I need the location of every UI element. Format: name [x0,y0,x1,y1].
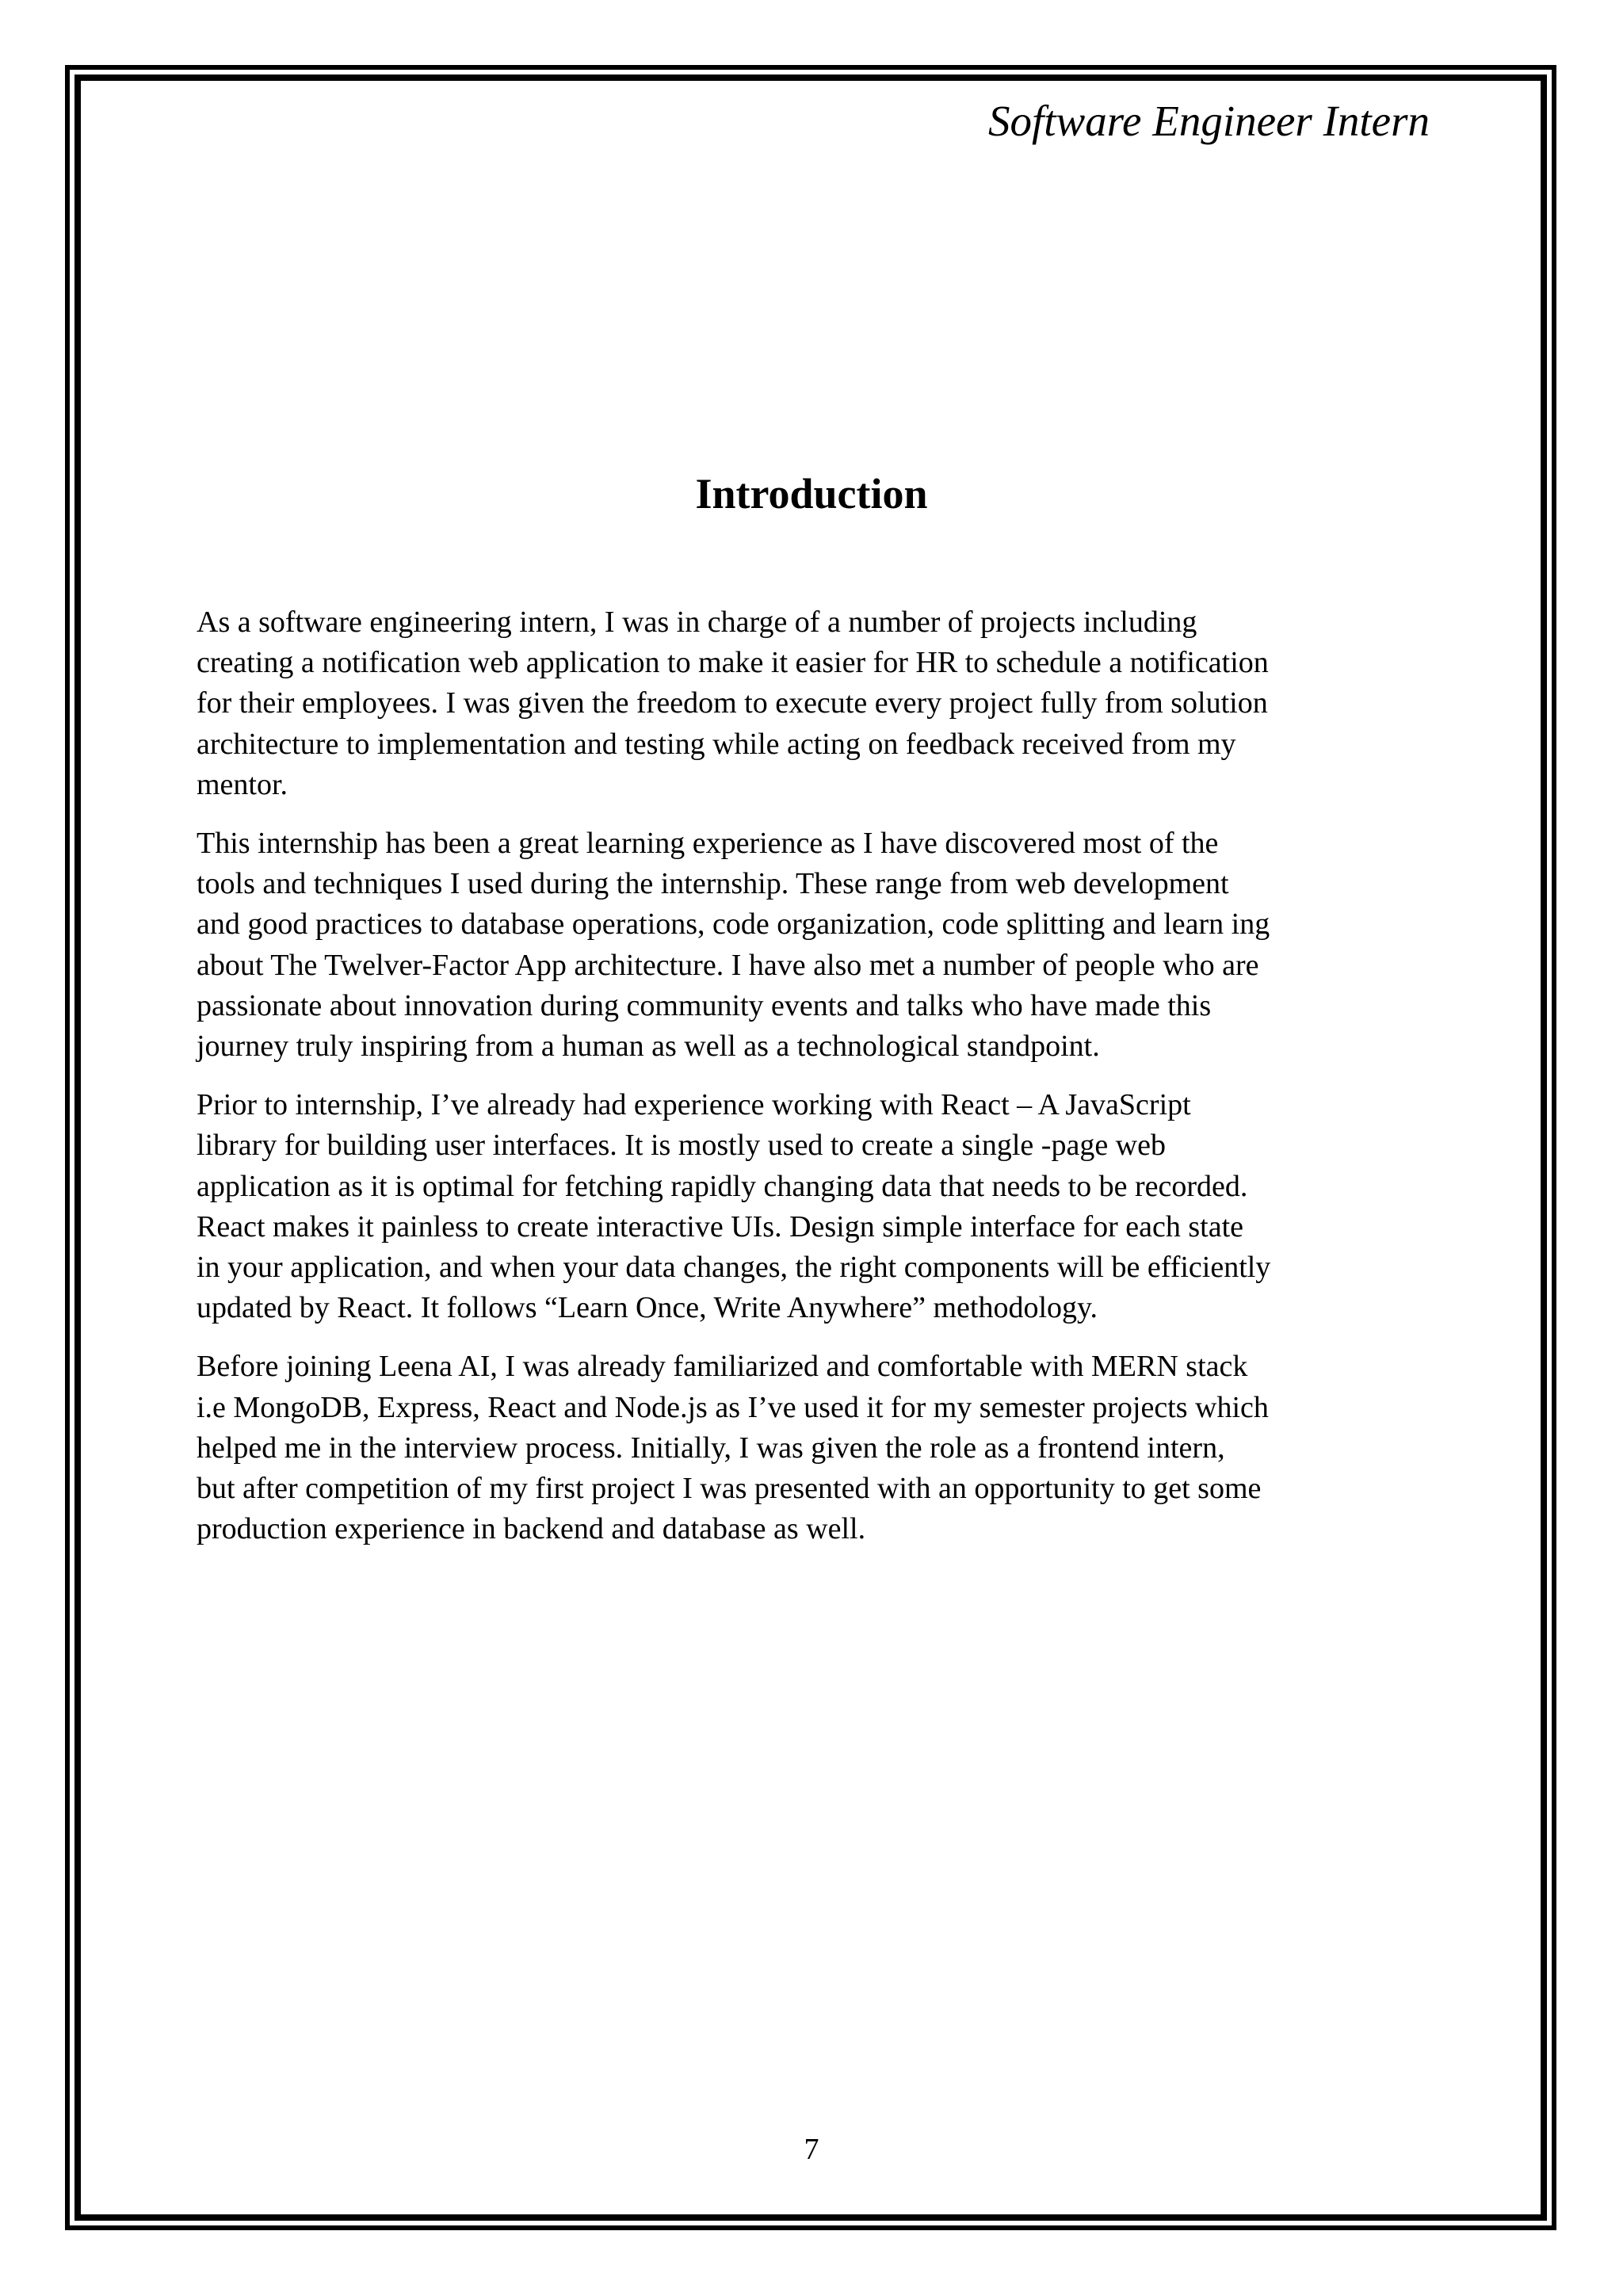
text-line: As a software engineering intern, I was in charge of a number of projects including [197,606,1197,639]
text-line: and good practices to database operations, code organization, code splitting and learn ing [197,907,1270,942]
text-line: This internship has been a great learning experience as I have discovered most of the [197,827,1219,861]
text-line: journey truly inspiring from a human as well as a technological standpoint. [197,1030,1100,1064]
paragraph-1 [197,602,1449,805]
text-line: mentor. [197,767,288,801]
text-line: Prior to internship, I’ve already had experience working with React – A JavaScript [197,1088,1191,1122]
text-line: updated by React. It follows “Learn Once, Write Anywhere” methodology. [197,1291,1098,1325]
paragraph-2 [197,823,1449,1067]
text-line: tools and techniques I used during the internship. These range from web development [197,867,1229,901]
text-line: but after competition of my first project I was presented with an opportunity to get some [197,1472,1262,1506]
body-text [197,602,1449,1568]
text-line: in your application, and when your data changes, the right components will be efficiently [197,1251,1271,1285]
text-line: for their employees. I was given the freedom to execute every project fully from solution [197,686,1268,720]
page-number: 7 [804,2133,819,2166]
text-line: passionate about innovation during community events and talks who have made this [197,988,1212,1022]
text-line: library for building user interfaces. It is mostly used to create a single -page web [197,1129,1166,1163]
text-line: creating a notification web application to make it easier for HR to schedule a notification [197,646,1269,680]
text-line: about The Twelver-Factor App architecture. I have also met a number of people who are [197,948,1259,982]
running-header-title: Software Engineer Intern [987,97,1430,145]
text-line: i.e MongoDB, Express, React and Node.js as I’ve used it for my semester projects which [197,1390,1269,1424]
section-heading: Introduction [695,470,928,518]
text-line: application as it is optimal for fetching rapidly changing data that needs to be recorded. [197,1169,1248,1203]
text-line: Before joining Leena AI, I was already familiarized and comfortable with MERN stack [197,1350,1248,1384]
text-line: production experience in backend and database as well. [197,1512,866,1546]
paragraph-3 [197,1085,1449,1328]
text-line: architecture to implementation and testing while acting on feedback received from my [197,727,1236,761]
text-line: helped me in the interview process. Initially, I was given the role as a frontend intern, [197,1431,1225,1465]
paragraph-4 [197,1347,1449,1549]
text-line: React makes it painless to create interactive UIs. Design simple interface for each state [197,1209,1244,1244]
